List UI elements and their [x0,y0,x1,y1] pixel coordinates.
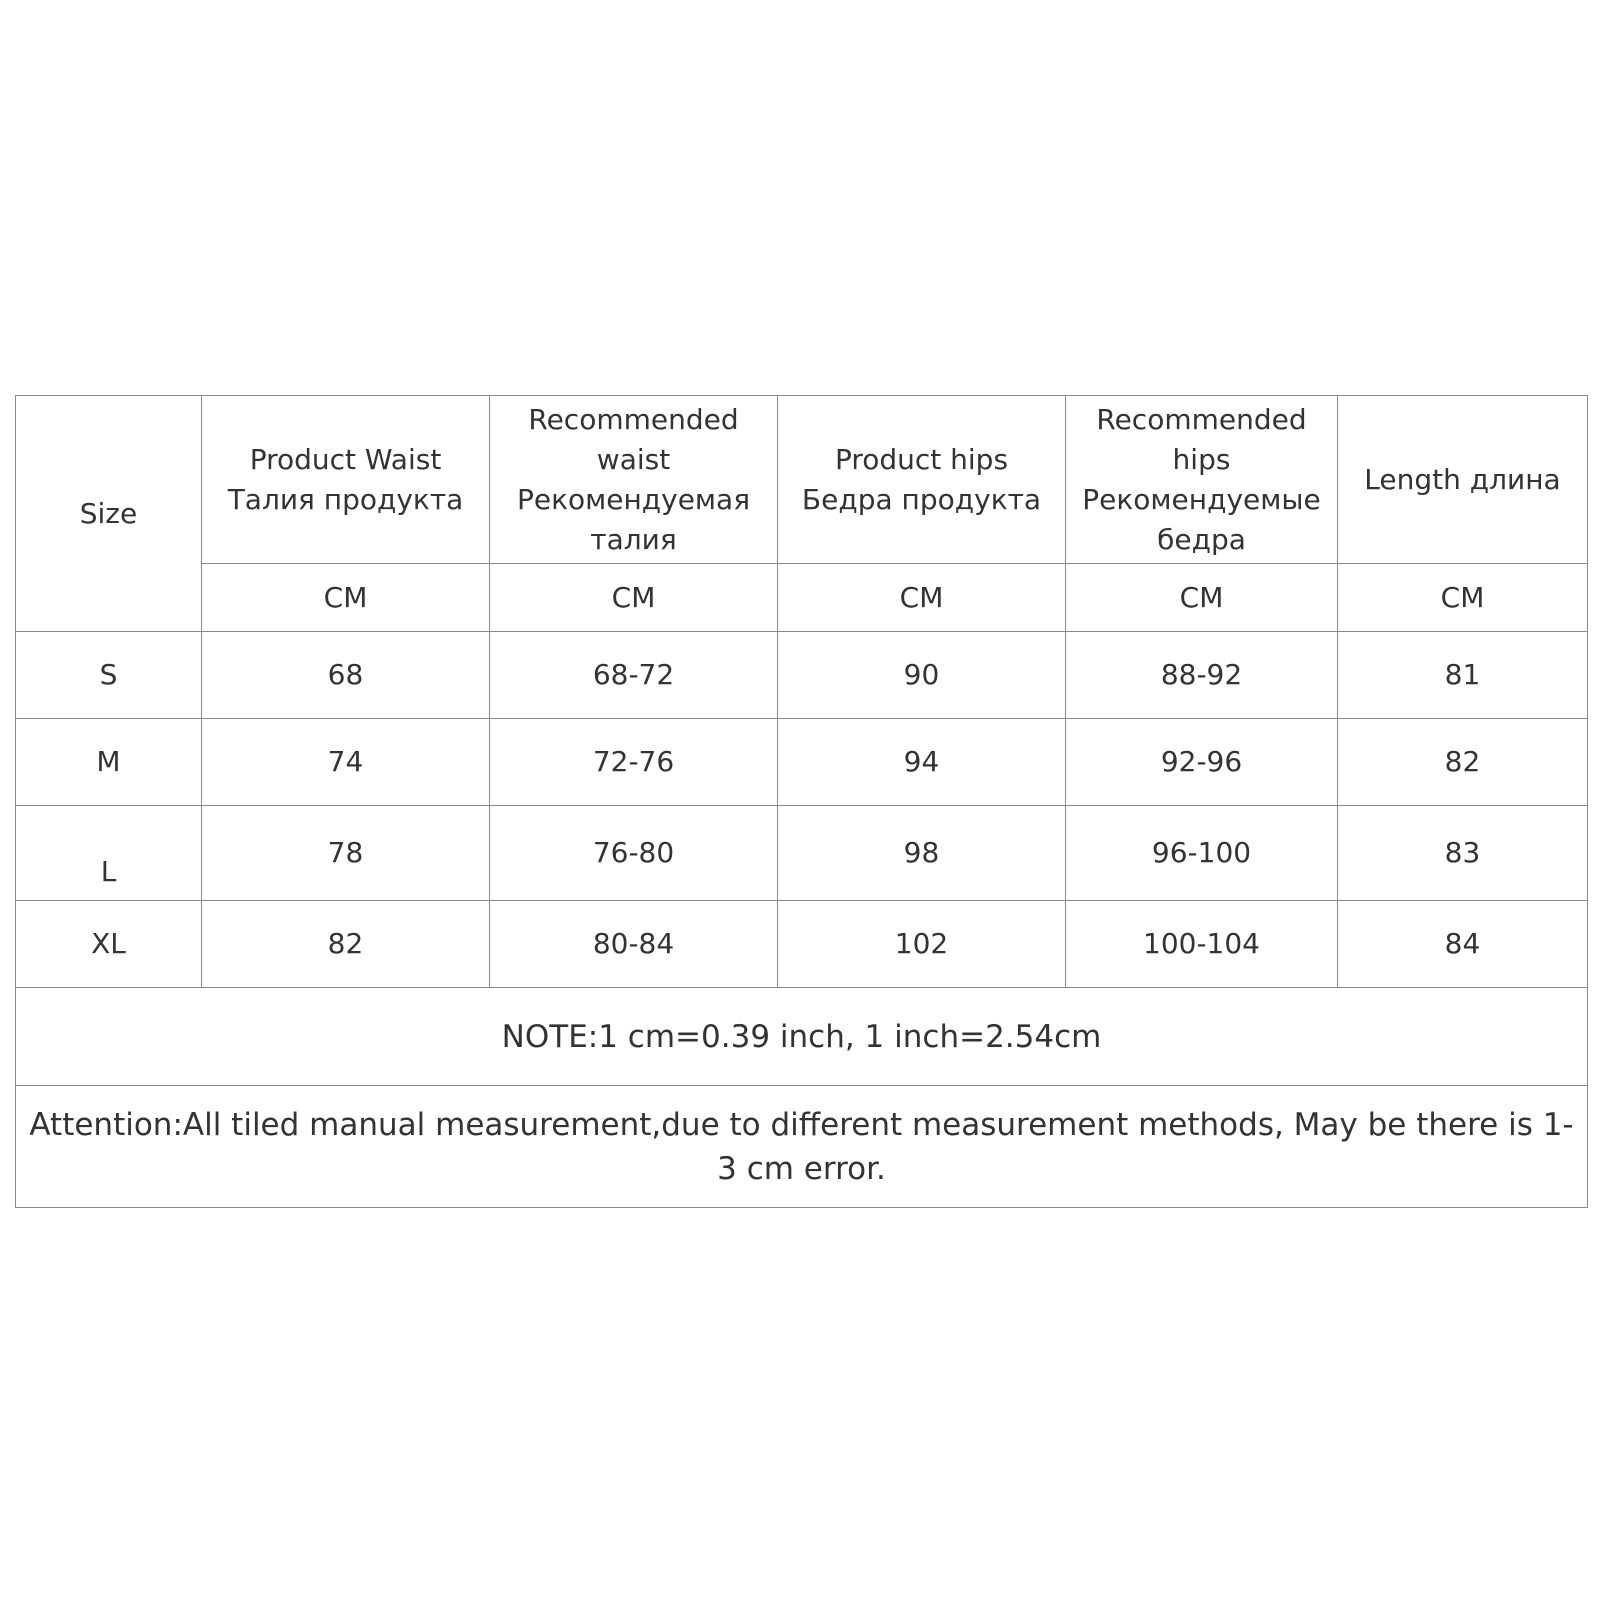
value-cell: 68 [202,632,490,719]
table-row [16,901,1588,988]
header-recommended-hips: Recommended hips Рекомендуемые бедра [1066,396,1338,564]
table-row [16,632,1588,719]
value-cell: 76-80 [490,806,778,901]
size-cell: S [16,632,202,719]
header-product-waist: Product Waist Талия продукта [202,396,490,564]
value-cell: 84 [1338,901,1588,988]
unit-cell: CM [1338,564,1588,632]
value-cell: 96-100 [1066,806,1338,901]
size-header: Size [16,396,202,632]
value-cell: 100-104 [1066,901,1338,988]
unit-cell: CM [1066,564,1338,632]
value-cell: 98 [778,806,1066,901]
table-row [16,806,1588,901]
header-product-hips: Product hips Бедра продукта [778,396,1066,564]
unit-cell: CM [778,564,1066,632]
conversion-note: NOTE:1 cm=0.39 inch, 1 inch=2.54cm [16,988,1588,1086]
size-chart-table [15,395,1588,1208]
header-row [16,396,1588,564]
header-recommended-waist: Recommended waist Рекомендуемая талия [490,396,778,564]
value-cell: 102 [778,901,1066,988]
attention-row [16,1086,1588,1208]
note-row [16,988,1588,1086]
value-cell: 82 [1338,719,1588,806]
value-cell: 88-92 [1066,632,1338,719]
value-cell: 68-72 [490,632,778,719]
value-cell: 81 [1338,632,1588,719]
value-cell: 78 [202,806,490,901]
value-cell: 90 [778,632,1066,719]
value-cell: 80-84 [490,901,778,988]
table-row [16,719,1588,806]
value-cell: 83 [1338,806,1588,901]
unit-cell: CM [202,564,490,632]
value-cell: 72-76 [490,719,778,806]
size-cell: M [16,719,202,806]
value-cell: 74 [202,719,490,806]
value-cell: 94 [778,719,1066,806]
value-cell: 82 [202,901,490,988]
size-cell: XL [16,901,202,988]
unit-row [16,564,1588,632]
value-cell: 92-96 [1066,719,1338,806]
header-length: Length длина [1338,396,1588,564]
measurement-attention: Attention:All tiled manual measurement,due to different measurement methods, May be there is 1-3 cm error. [16,1086,1588,1208]
size-cell: L [16,806,202,901]
unit-cell: CM [490,564,778,632]
